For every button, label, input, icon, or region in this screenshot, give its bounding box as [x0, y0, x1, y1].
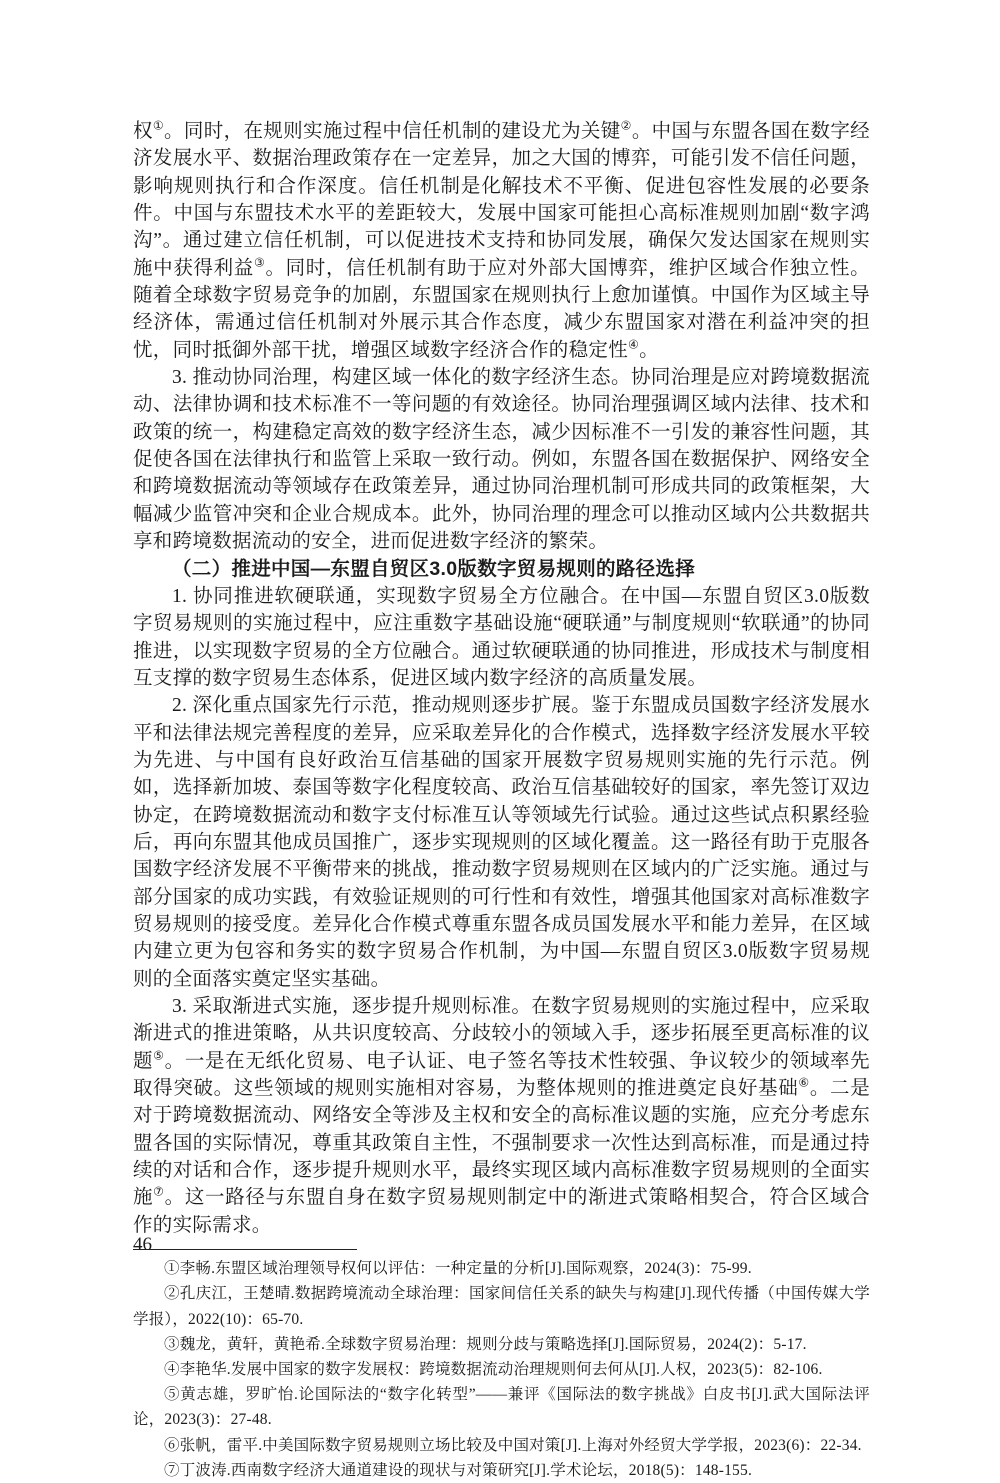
footnote-list — [133, 1256, 870, 1483]
footnote-item: ⑤黄志雄，罗旷怡.论国际法的“数字化转型”——兼评《国际法的数字挑战》白皮书[J].武大国际法评论，2023(3)：27-48. — [133, 1386, 870, 1429]
body-paragraph-continuation: 权①。同时，在规则实施过程中信任机制的建设尤为关键②。中国与东盟各国在数字经济发展水平、数据治理政策存在一定差异，加之大国的博弈，可能引发不信任问题，影响规则执行和合作深度。信任机制是化解技术不平衡、促进包容性发展的必要条件。中国与东盟技术水平的差距较大，发展中国家可能担心高标准规则加剧“数字鸿沟”。通过建立信任机制，可以促进技术支持和协同发展，确保欠发达国家在规则实施中获得利益③。同时，信任机制有助于应对外部大国博弈，维护区域合作独立性。随着全球数字贸易竞争的加剧，东盟国家在规则执行上愈加谨慎。中国作为区域主导经济体，需通过信任机制对外展示其合作态度，减少东盟国家对潜在利益冲突的担忧，同时抵御外部干扰，增强区域数字经济合作的稳定性④。 — [133, 118, 870, 361]
footnote-item: ⑦丁波涛.西南数字经济大通道建设的现状与对策研究[J].学术论坛，2018(5)：148-155. — [164, 1461, 753, 1479]
footnote-separator — [133, 1249, 357, 1250]
footnote-item: ①李畅.东盟区域治理领导权何以评估：一种定量的分析[J].国际观察，2024(3)：75-99. — [164, 1260, 752, 1278]
footnote-item: ⑥张帆，雷平.中美国际数字贸易规则立场比较及中国对策[J].上海对外经贸大学学报，2023(6)：22-34. — [164, 1436, 862, 1454]
section-heading: （二）推进中国—东盟自贸区3.0版数字贸易规则的路径选择 — [172, 557, 696, 580]
text-column — [133, 118, 870, 1483]
body-paragraph-path-1: 1. 协同推进软硬联通，实现数字贸易全方位融合。在中国—东盟自贸区3.0版数字贸易规则的实施过程中，应注重数字基础设施“硬联通”与制度规则“软联通”的协同推进，以实现数字贸易的全方位融合。通过软硬联通的协同推进，形成技术与制度相互支撑的数字贸易生态体系，促进区域内数字经济的高质量发展。 — [133, 585, 870, 689]
footnote-item: ②孔庆江，王楚晴.数据跨境流动全球治理：国家间信任关系的缺失与构建[J].现代传播（中国传媒大学学报），2022(10)：65-70. — [133, 1285, 870, 1328]
body-paragraph-path-3: 3. 采取渐进式实施，逐步提升规则标准。在数字贸易规则的实施过程中，应采取渐进式的推进策略，从共识度较高、分歧较小的领域入手，逐步拓展至更高标准的议题⑤。一是在无纸化贸易、电子认证、电子签名等技术性较强、争议较少的领域率先取得突破。这些领域的规则实施相对容易，为整体规则的推进奠定良好基础⑥。二是对于跨境数据流动、网络安全等涉及主权和安全的高标准议题的实施，应充分考虑东盟各国的实际情况，尊重其政策自主性，不强制要求一次性达到高标准，而是通过持续的对话和合作，逐步提升规则水平，最终实现区域内高标准数字贸易规则的全面实施⑦。这一路径与东盟自身在数字贸易规则制定中的渐进式策略相契合，符合区域合作的实际需求。 — [133, 996, 870, 1236]
body-paragraph-collaborative-governance: 3. 推动协同治理，构建区域一体化的数字经济生态。协同治理是应对跨境数据流动、法律协调和技术标准不一等问题的有效途径。协同治理强调区域内法律、技术和政策的统一，构建稳定高效的数字经济生态，减少因标准不一引发的兼容性问题，其促使各国在法律执行和监管上采取一致行动。例如，东盟各国在数据保护、网络安全和跨境数据流动等领域存在政策差异，通过协同治理机制可形成共同的政策框架，大幅减少监管冲突和企业合规成本。此外，协同治理的理念可以推动区域内公共数据共享和跨境数据流动的安全，进而促进数字经济的繁荣。 — [133, 367, 870, 553]
footnote-item: ③魏龙，黄轩，黄艳希.全球数字贸易治理：规则分歧与策略选择[J].国际贸易，2024(2)：5-17. — [164, 1335, 807, 1353]
footnote-item: ④李艳华.发展中国家的数字发展权：跨境数据流动治理规则何去何从[J].人权，2023(5)：82-106. — [164, 1360, 823, 1378]
page-number: 46 — [133, 1234, 152, 1255]
body-paragraph-path-2: 2. 深化重点国家先行示范，推动规则逐步扩展。鉴于东盟成员国数字经济发展水平和法律法规完善程度的差异，应采取差异化的合作模式，选择数字经济发展水平较为先进、与中国有良好政治互信基础的国家开展数字贸易规则实施的先行示范。例如，选择新加坡、泰国等数字化程度较高、政治互信基础较好的国家，率先签订双边协定，在跨境数据流动和数字支付标准互认等领域先行试验。通过这些试点积累经验后，再向东盟其他成员国推广，逐步实现规则的区域化覆盖。这一路径有助于克服各国数字经济发展不平衡带来的挑战，推动数字贸易规则在区域内的广泛实施。通过与部分国家的成功实践，有效验证规则的可行性和有效性，增强其他国家对高标准数字贸易规则的接受度。差异化合作模式尊重东盟各成员国发展水平和能力差异，在区域内建立更为包容和务实的数字贸易合作机制，为中国—东盟自贸区3.0版数字贸易规则的全面落实奠定坚实基础。 — [133, 695, 870, 990]
